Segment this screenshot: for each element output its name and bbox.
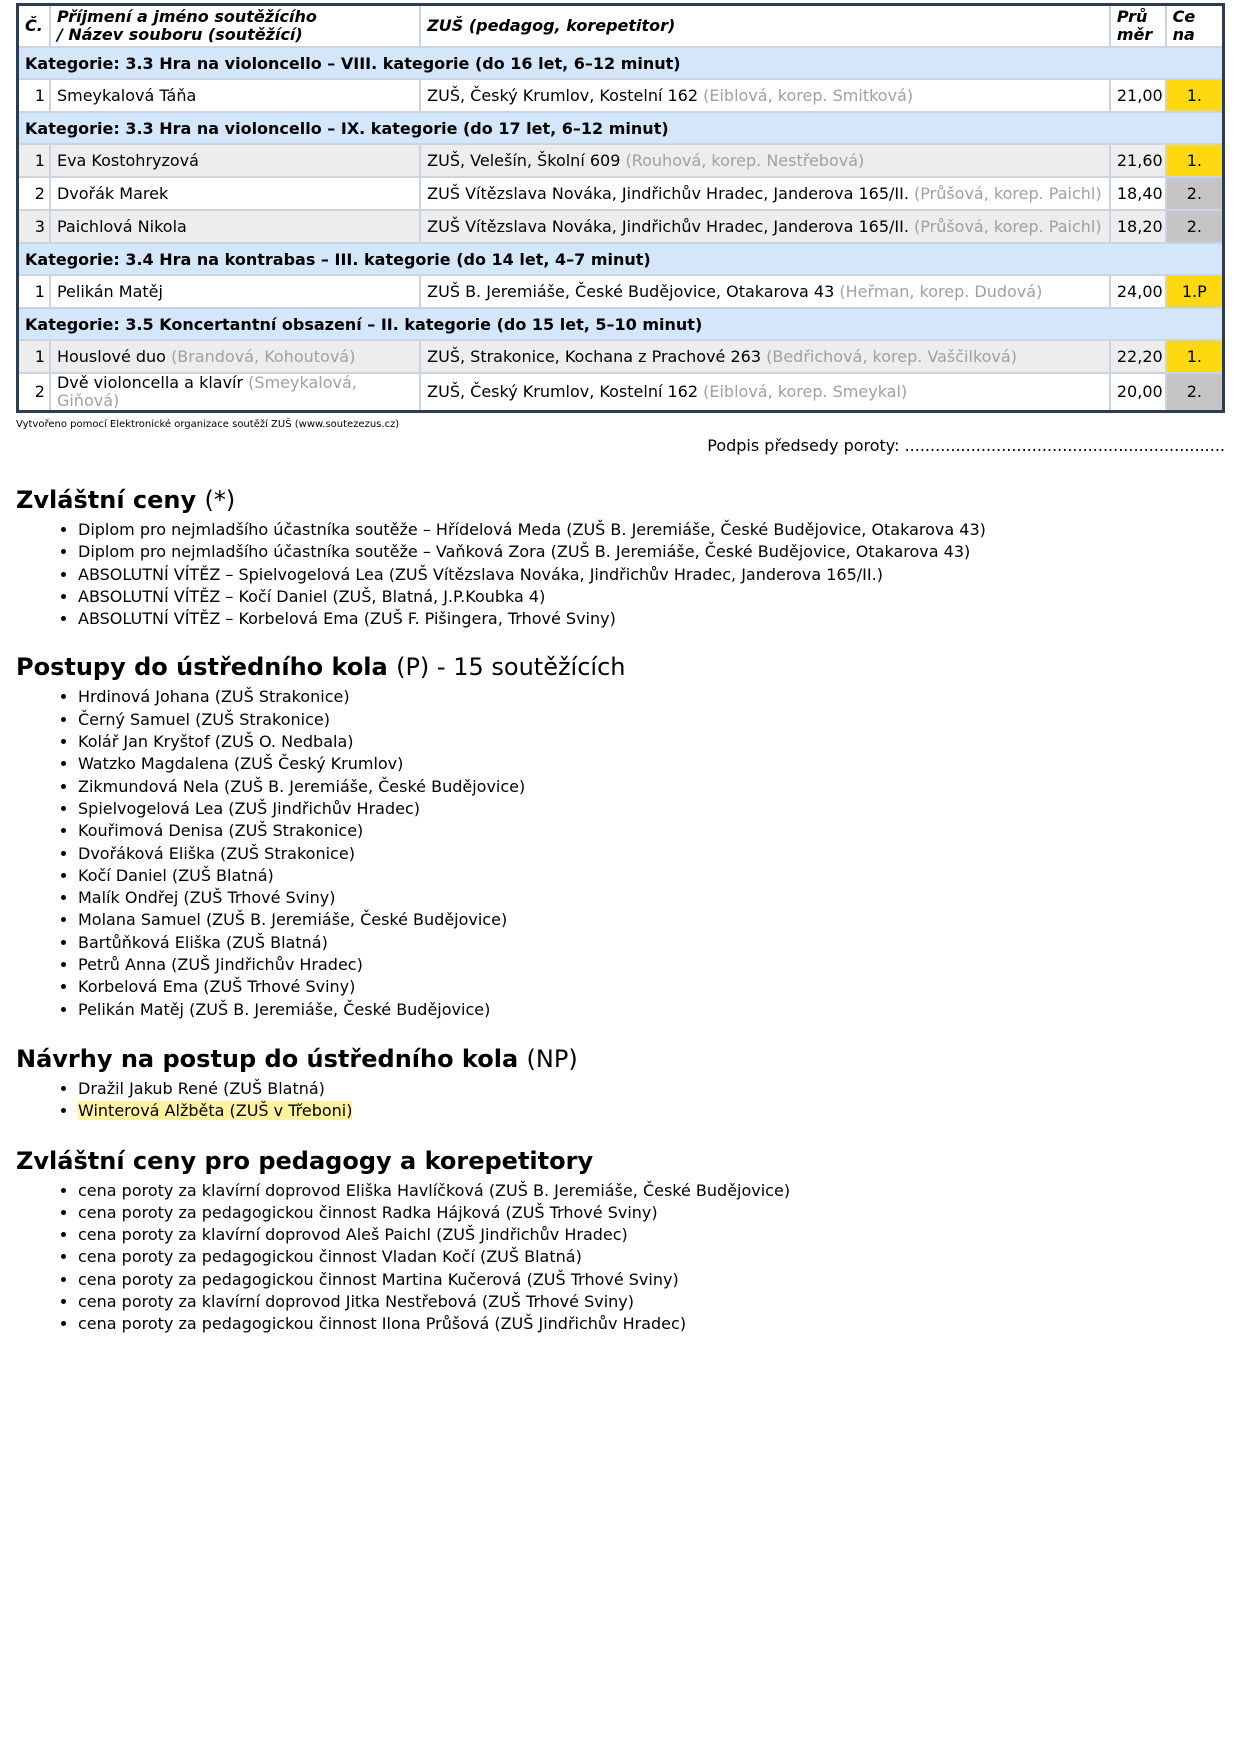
school-name: ZUŠ Vítězslava Nováka, Jindřichův Hradec, Janderova 165/II. (427, 183, 909, 203)
school-name: ZUŠ Vítězslava Nováka, Jindřichův Hradec, Janderova 165/II. (427, 216, 909, 236)
table-row (18, 275, 1224, 308)
signature-line: Podpis předsedy poroty: ............................................................... (707, 436, 1225, 455)
nominations-section (16, 1044, 1225, 1123)
heading-suffix: (*) (204, 486, 236, 514)
heading-suffix: (NP) (526, 1044, 578, 1073)
row-place-badge: 2. (1166, 210, 1224, 243)
row-name (50, 210, 420, 243)
header-average (1110, 5, 1166, 48)
list-item: • Zikmundová Nela (ZUŠ B. Jeremiáše, České Budějovice) (78, 776, 1225, 798)
list-item: • Malík Ondřej (ZUŠ Trhové Sviny) (78, 887, 1225, 909)
advances-section (16, 652, 1225, 1020)
list-item: • Spielvogelová Lea (ZUŠ Jindřichův Hradec) (78, 798, 1225, 820)
list-item: • cena poroty za pedagogickou činnost Martina Kučerová (ZUŠ Trhové Sviny) (78, 1269, 1225, 1291)
list-item: • cena poroty za pedagogickou činnost Vladan Kočí (ZUŠ Blatná) (78, 1246, 1225, 1268)
special-prizes-section (16, 485, 1225, 630)
ensemble-members: (Brandová, Kohoutová) (171, 346, 356, 366)
teacher-prizes-section (16, 1146, 1225, 1336)
row-score: 18,40 (1110, 177, 1166, 210)
header-average-line2: měr (1116, 25, 1153, 44)
list-item (78, 1100, 1225, 1122)
contestant-name: Dvě violoncella a klavír (56, 373, 244, 392)
school-name: ZUŠ, Strakonice, Kochana z Prachové 263 (427, 346, 762, 366)
teacher-name: (Průšová, korep. Paichl) (914, 216, 1102, 236)
section-heading: Zvláštní ceny pro pedagogy a korepetitory (16, 1146, 594, 1175)
contestant-name: Dvořák Marek (56, 183, 169, 203)
category-title: Kategorie: 3.5 Koncertantní obsazení – II. kategorie (do 15 let, 5–10 minut) (18, 308, 1224, 340)
list-item: • Diplom pro nejmladšího účastníka soutěže – Hřídelová Meda (ZUŠ B. Jeremiáše, České Budějovice, Otakarova 43) (78, 519, 1225, 541)
contestant-name: Houslové duo (56, 346, 166, 366)
teacher-name: (Eiblová, korep. Smitková) (703, 85, 914, 105)
ensemble-members: (Smeykalová, Giňová) (56, 373, 357, 410)
category-row (18, 308, 1224, 340)
header-prize-line2: na (1172, 25, 1195, 44)
section-heading (16, 485, 1225, 515)
results-table (16, 3, 1225, 413)
school-name: ZUŠ, Český Krumlov, Kostelní 162 (427, 382, 699, 401)
header-school: ZUŠ (pedagog, korepetitor) (420, 5, 1110, 48)
table-row (18, 144, 1224, 177)
school-name: ZUŠ, Velešín, Školní 609 (427, 150, 621, 170)
special-prizes-list (16, 519, 1225, 630)
nominations-list (16, 1078, 1225, 1123)
header-prize-line1: Ce (1172, 7, 1196, 26)
list-item: • Diplom pro nejmladšího účastníka soutěže – Vaňková Zora (ZUŠ B. Jeremiáše, České Budějovice, Otakarova 43) (78, 541, 1225, 563)
row-number: 3 (18, 210, 50, 243)
row-name (50, 373, 420, 412)
list-item: • Korbelová Ema (ZUŠ Trhové Sviny) (78, 976, 1225, 998)
category-row (18, 112, 1224, 144)
row-score: 18,20 (1110, 210, 1166, 243)
contestant-name: Smeykalová Táňa (56, 85, 197, 105)
list-item: • Kolář Jan Kryštof (ZUŠ O. Nedbala) (78, 731, 1225, 753)
row-school (420, 79, 1110, 112)
row-name (50, 144, 420, 177)
row-school (420, 373, 1110, 412)
row-number: 1 (18, 144, 50, 177)
list-item: • cena poroty za klavírní doprovod Eliška Havlíčková (ZUŠ B. Jeremiáše, České Budějovice) (78, 1180, 1225, 1202)
row-name (50, 177, 420, 210)
section-heading (16, 652, 1225, 682)
contestant-name: Paichlová Nikola (56, 216, 187, 236)
row-place-badge: 1. (1166, 79, 1224, 112)
row-number: 1 (18, 79, 50, 112)
category-row (18, 243, 1224, 275)
row-score: 24,00 (1110, 275, 1166, 308)
row-place-badge: 1.P (1166, 275, 1224, 308)
row-school (420, 340, 1110, 373)
list-item: • Černý Samuel (ZUŠ Strakonice) (78, 709, 1225, 731)
list-item: • Watzko Magdalena (ZUŠ Český Krumlov) (78, 753, 1225, 775)
section-heading (16, 1044, 1225, 1074)
row-score: 20,00 (1110, 373, 1166, 412)
list-item: • cena poroty za pedagogickou činnost Ilona Průšová (ZUŠ Jindřichův Hradec) (78, 1313, 1225, 1335)
list-item: • Pelikán Matěj (ZUŠ B. Jeremiáše, České Budějovice) (78, 999, 1225, 1021)
row-school (420, 144, 1110, 177)
teacher-name: (Rouhová, korep. Nestřebová) (625, 150, 865, 170)
results-page (16, 3, 1225, 1336)
teacher-name: (Heřman, korep. Dudová) (839, 281, 1043, 301)
contestant-name: Pelikán Matěj (56, 281, 163, 301)
category-title: Kategorie: 3.3 Hra na violoncello – IX. kategorie (do 17 let, 6–12 minut) (18, 112, 1224, 144)
header-name-line1: Příjmení a jméno soutěžícího (56, 7, 317, 26)
row-score: 22,20 (1110, 340, 1166, 373)
list-item: • cena poroty za klavírní doprovod Aleš Paichl (ZUŠ Jindřichův Hradec) (78, 1224, 1225, 1246)
school-name: ZUŠ B. Jeremiáše, České Budějovice, Otakarova 43 (427, 281, 835, 301)
list-item: • ABSOLUTNÍ VÍTĚZ – Spielvogelová Lea (ZUŠ Vítězslava Nováka, Jindřichův Hradec, Janderova 165/II.) (78, 564, 1225, 586)
list-item: • cena poroty za klavírní doprovod Jitka Nestřebová (ZUŠ Trhové Sviny) (78, 1291, 1225, 1313)
row-place-badge: 2. (1166, 177, 1224, 210)
list-item: • Dražil Jakub René (ZUŠ Blatná) (78, 1078, 1225, 1100)
row-place-badge: 2. (1166, 373, 1224, 412)
row-place-badge: 1. (1166, 144, 1224, 177)
category-title: Kategorie: 3.3 Hra na violoncello – VIII. kategorie (do 16 let, 6–12 minut) (18, 47, 1224, 79)
teacher-name: (Eiblová, korep. Smeykal) (703, 382, 908, 401)
header-name (50, 5, 420, 48)
advances-list (16, 686, 1225, 1020)
row-name (50, 275, 420, 308)
row-school (420, 177, 1110, 210)
table-header-row (18, 5, 1224, 48)
list-item: • Dvořáková Eliška (ZUŠ Strakonice) (78, 843, 1225, 865)
row-place-badge: 1. (1166, 340, 1224, 373)
list-item: • Bartůňková Eliška (ZUŠ Blatná) (78, 932, 1225, 954)
list-item: • ABSOLUTNÍ VÍTĚZ – Kočí Daniel (ZUŠ, Blatná, J.P.Koubka 4) (78, 586, 1225, 608)
category-row (18, 47, 1224, 79)
row-school (420, 275, 1110, 308)
table-row (18, 79, 1224, 112)
list-item: • Hrdinová Johana (ZUŠ Strakonice) (78, 686, 1225, 708)
list-item: • cena poroty za pedagogickou činnost Radka Hájková (ZUŠ Trhové Sviny) (78, 1202, 1225, 1224)
footer-note: Vytvořeno pomocí Elektronické organizace soutěží ZUŠ (www.soutezezus.cz) (16, 419, 400, 430)
row-name (50, 79, 420, 112)
row-number: 1 (18, 340, 50, 373)
list-item: • ABSOLUTNÍ VÍTĚZ – Korbelová Ema (ZUŠ F. Pišingera, Trhové Sviny) (78, 608, 1225, 630)
row-number: 2 (18, 373, 50, 412)
header-name-line2: / Název souboru (soutěžící) (56, 25, 303, 44)
list-item: • Kouřimová Denisa (ZUŠ Strakonice) (78, 820, 1225, 842)
school-name: ZUŠ, Český Krumlov, Kostelní 162 (427, 85, 699, 105)
heading-text: Postupy do ústředního kola (16, 653, 388, 682)
heading-suffix: (P) - 15 soutěžících (396, 653, 626, 682)
highlighted-text: Winterová Alžběta (ZUŠ v Třeboni) (78, 1101, 353, 1121)
row-school (420, 210, 1110, 243)
teacher-prizes-list (16, 1180, 1225, 1336)
row-number: 1 (18, 275, 50, 308)
table-row (18, 373, 1224, 412)
header-prize (1166, 5, 1224, 48)
row-name (50, 340, 420, 373)
heading-text: Návrhy na postup do ústředního kola (16, 1044, 519, 1073)
contestant-name: Eva Kostohryzová (56, 150, 199, 170)
table-row (18, 340, 1224, 373)
teacher-name: (Bedřichová, korep. Vaščilková) (766, 346, 1017, 366)
row-score: 21,00 (1110, 79, 1166, 112)
category-title: Kategorie: 3.4 Hra na kontrabas – III. kategorie (do 14 let, 4–7 minut) (18, 243, 1224, 275)
header-num: Č. (18, 5, 50, 48)
table-row (18, 177, 1224, 210)
row-score: 21,60 (1110, 144, 1166, 177)
teacher-name: (Průšová, korep. Paichl) (914, 183, 1102, 203)
list-item: • Molana Samuel (ZUŠ B. Jeremiáše, České Budějovice) (78, 909, 1225, 931)
list-item: • Kočí Daniel (ZUŠ Blatná) (78, 865, 1225, 887)
row-number: 2 (18, 177, 50, 210)
heading-text: Zvláštní ceny (16, 486, 197, 514)
table-row (18, 210, 1224, 243)
header-average-line1: Prů (1116, 7, 1148, 26)
list-item: • Petrů Anna (ZUŠ Jindřichův Hradec) (78, 954, 1225, 976)
